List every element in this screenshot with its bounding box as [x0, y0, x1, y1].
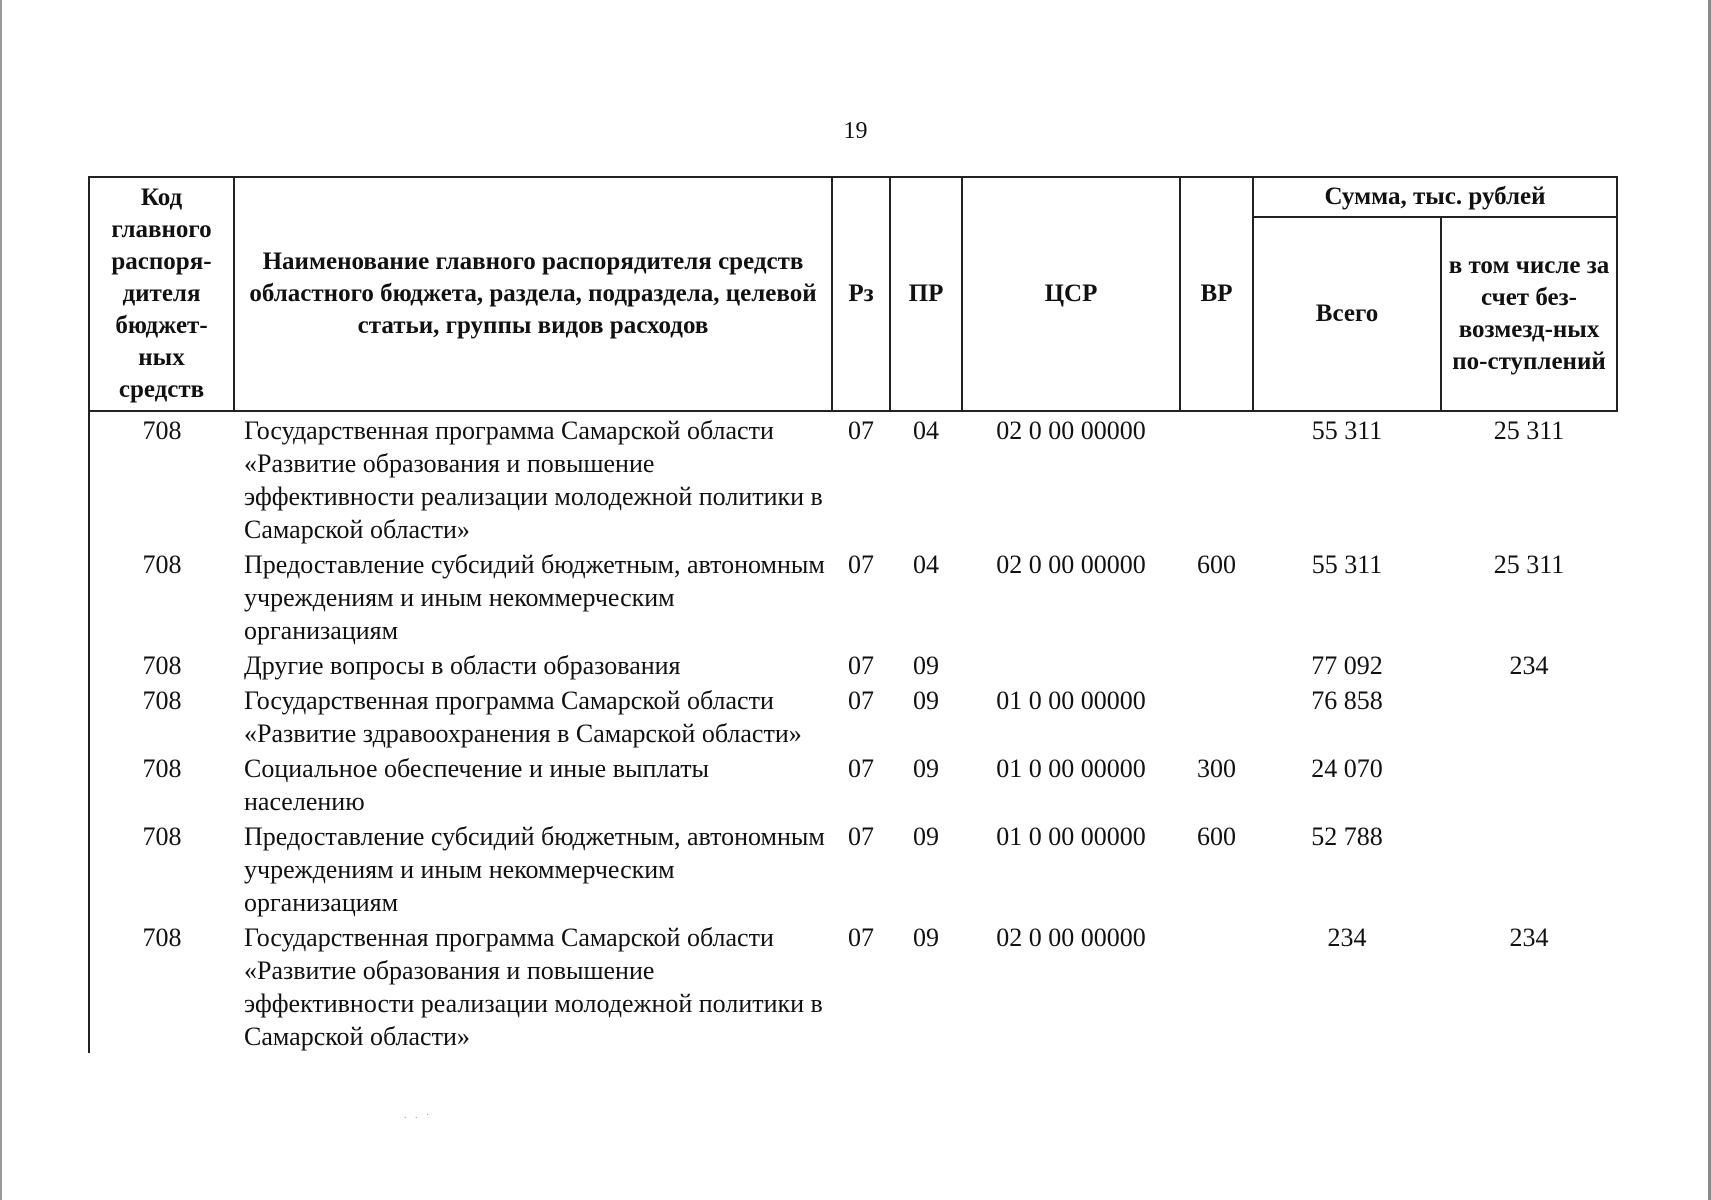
cell-pr: 09	[913, 686, 939, 715]
cell-total: 55 311	[1311, 416, 1383, 445]
cell-name: Государственная программа Самарской области «Развитие здравоохранения в Самарской области»	[244, 686, 802, 748]
table-row	[89, 647, 1617, 682]
scan-edge-left	[0, 0, 2, 1200]
cell-vr	[1180, 647, 1253, 682]
table-row	[89, 411, 1617, 546]
cell-pr: 09	[913, 651, 939, 680]
cell-total: 77 092	[1311, 651, 1383, 680]
cell-incl: 234	[1509, 651, 1549, 680]
cell-rz: 07	[848, 754, 874, 783]
cell-csr: 01 0 00 00000	[996, 686, 1146, 715]
cell-name: Социальное обеспечение и иные выплаты населению	[244, 754, 710, 816]
cell-incl: 234	[1509, 923, 1549, 952]
cell-code: 708	[89, 818, 234, 919]
cell-total: 76 858	[1311, 686, 1383, 715]
cell-csr: 02 0 00 00000	[996, 550, 1146, 579]
header-csr: ЦСР	[962, 177, 1180, 411]
cell-rz: 07	[848, 923, 874, 952]
cell-vr: 300	[1197, 754, 1236, 783]
cell-incl	[1441, 750, 1617, 818]
cell-name: Предоставление субсидий бюджетным, автономным учреждениям и иным некоммерческим организациям	[244, 822, 825, 917]
table-row	[89, 546, 1617, 647]
cell-vr: 600	[1197, 822, 1236, 851]
cell-pr: 04	[913, 550, 939, 579]
cell-code: 708	[89, 682, 234, 750]
cell-csr: 02 0 00 00000	[996, 923, 1146, 952]
cell-csr	[962, 647, 1180, 682]
cell-rz: 07	[848, 416, 874, 445]
cell-code: 708	[89, 750, 234, 818]
table-row	[89, 750, 1617, 818]
table-row	[89, 919, 1617, 1053]
header-name: Наименование главного распорядителя средств областного бюджета, раздела, подраздела, целевой статьи, группы видов расходов	[234, 177, 832, 411]
cell-vr	[1180, 919, 1253, 1053]
cell-vr	[1180, 411, 1253, 546]
cell-name: Другие вопросы в области образования	[244, 651, 681, 680]
page-number: 19	[843, 118, 868, 144]
cell-incl: 25 311	[1493, 416, 1565, 445]
cell-csr: 01 0 00 00000	[996, 822, 1146, 851]
cell-total: 52 788	[1311, 822, 1383, 851]
header-sum: Сумма, тыс. рублей	[1253, 177, 1617, 217]
cell-rz: 07	[848, 550, 874, 579]
cell-rz: 07	[848, 686, 874, 715]
cell-code: 708	[89, 546, 234, 647]
header-pr: ПР	[890, 177, 962, 411]
cell-csr: 02 0 00 00000	[996, 416, 1146, 445]
table-row	[89, 682, 1617, 750]
cell-name: Государственная программа Самарской области «Развитие образования и повышение эффективности реализации молодежной политики в Самарской области»	[244, 923, 823, 1051]
cell-pr: 09	[913, 822, 939, 851]
cell-pr: 09	[913, 923, 939, 952]
cell-code: 708	[89, 647, 234, 682]
cell-pr: 09	[913, 754, 939, 783]
cell-incl	[1441, 682, 1617, 750]
header-incl: в том числе за счет без-возмезд-ных по-ступлений	[1441, 217, 1617, 411]
header-code: Код главного распоря-дителя бюджет-ных средств	[89, 177, 234, 411]
cell-total: 24 070	[1311, 754, 1383, 783]
header-total: Всего	[1253, 217, 1441, 411]
header-rz: Рз	[832, 177, 890, 411]
cell-rz: 07	[848, 651, 874, 680]
cell-incl	[1441, 818, 1617, 919]
table-header	[89, 177, 1617, 411]
scan-speck: . . ·	[404, 1110, 433, 1121]
cell-code: 708	[89, 411, 234, 546]
cell-csr: 01 0 00 00000	[996, 754, 1146, 783]
cell-rz: 07	[848, 822, 874, 851]
table-row	[89, 818, 1617, 919]
cell-vr	[1180, 682, 1253, 750]
cell-total: 234	[1327, 923, 1367, 952]
cell-pr: 04	[913, 416, 939, 445]
budget-table	[88, 176, 1618, 1053]
cell-code: 708	[89, 919, 234, 1053]
header-vr: ВР	[1180, 177, 1253, 411]
cell-incl: 25 311	[1493, 550, 1565, 579]
cell-name: Предоставление субсидий бюджетным, автономным учреждениям и иным некоммерческим организациям	[244, 550, 825, 645]
cell-name: Государственная программа Самарской области «Развитие образования и повышение эффективности реализации молодежной политики в Самарской области»	[244, 416, 823, 544]
cell-total: 55 311	[1311, 550, 1383, 579]
cell-vr: 600	[1197, 550, 1236, 579]
